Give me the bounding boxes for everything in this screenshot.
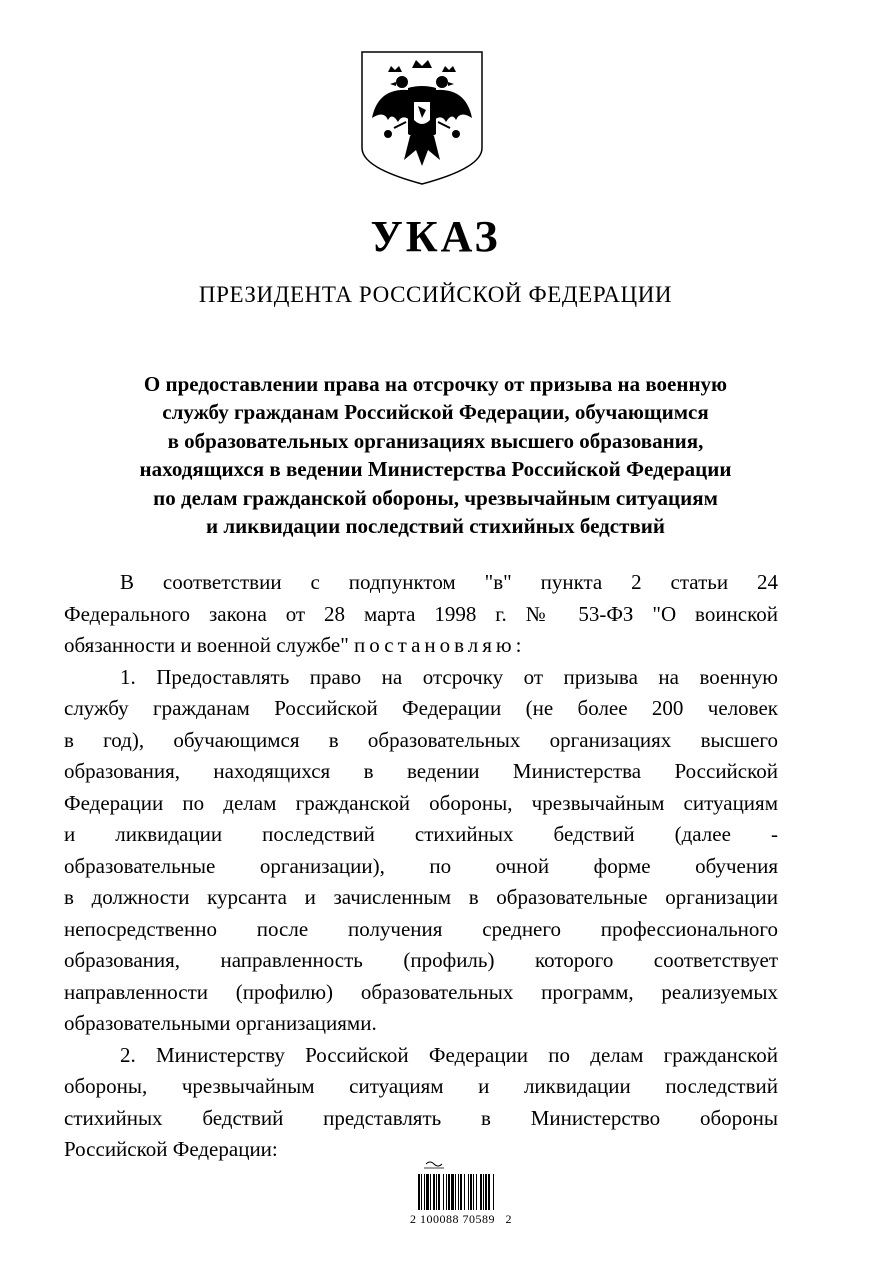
barcode-bar [485,1174,487,1210]
barcode-icon [412,1160,562,1212]
heading-line: находящихся в ведении Министерства Российской Федерации [139,457,732,482]
decree-heading [60,370,811,540]
paragraph-1-line: образования, находящихся в ведении Министерства Российской [64,759,778,783]
paragraph-1-line: образования, направленность (профиль) которого соответствует [64,948,778,972]
barcode-bar [421,1174,422,1210]
paragraph-1-line: в год), обучающимся в образовательных организациях высшего [64,727,778,752]
barcode-bar [470,1174,472,1210]
heading-line: службу гражданам Российской Федерации, обучающимся [162,400,709,425]
barcode-bar [426,1174,429,1210]
barcode-bar [480,1174,482,1210]
coat-of-arms-icon [358,48,486,188]
preamble-line: В соответствии с подпунктом "в" пункта 2 статьи 24 [120,570,778,594]
barcode-bar [430,1174,431,1210]
preamble-line: Федерального закона от 28 марта 1998 г. № 53-ФЗ "О воинской [64,601,778,626]
barcode-bar [488,1174,490,1210]
paragraph-2-line: обороны, чрезвычайным ситуациям и ликвидации последствий [64,1074,778,1098]
heading-line: О предоставлении права на отсрочку от призыва на военную [143,372,728,396]
paragraph-2-line: Российской Федерации: [64,1137,278,1161]
barcode-bar [436,1174,437,1210]
paragraph-2-line: стихийных бедствий представлять в Министерство обороны [64,1105,778,1130]
heading-line: и ликвидации последствий стихийных бедствий [206,514,665,539]
barcode-bar [464,1174,465,1210]
document-subtitle: ПРЕЗИДЕНТА РОССИЙСКОЙ ФЕДЕРАЦИИ [198,282,673,307]
paragraph-2-line: 2. Министерству Российской Федерации по делам гражданской [120,1042,778,1067]
barcode-bar [458,1174,459,1210]
paragraph-1-line: непосредственно после получения среднего профессионального [64,916,778,941]
heading-line: по делам гражданской обороны, чрезвычайным ситуациям [153,485,718,510]
barcode-bar [448,1174,450,1210]
barcode-bar [476,1174,477,1210]
barcode-bar [438,1174,440,1210]
barcode-bar [473,1174,474,1210]
barcode-bar [451,1174,454,1210]
paragraph-1-line: и ликвидации последствий стихийных бедствий (далее - [64,822,778,846]
barcode-bar [443,1174,444,1210]
paragraph-1-line: службу гражданам Российской Федерации (не более 200 человек [64,696,778,720]
state-emblem [358,48,486,188]
paragraph-1-line: 1. Предоставлять право на отсрочку от призыва на военную [120,664,778,689]
paragraph-1-line: Федерации по делам гражданской обороны, чрезвычайным ситуациям [64,790,778,815]
paragraph-1-line: в должности курсанта и зачисленным в образовательные организации [64,885,778,909]
paragraph-1-line: образовательные организации), по очной форме обучения [64,853,778,878]
barcode-bar [418,1174,420,1210]
barcode-bar [493,1174,494,1210]
resolve-word: постановляю: [354,633,526,657]
barcode-bar [468,1174,469,1210]
barcode-bar [455,1174,456,1210]
barcode-bar [483,1174,484,1210]
barcode-bar [446,1174,447,1210]
barcode-number: 2 100088 70589 2 [410,1212,512,1226]
barcode-bar [433,1174,435,1210]
heading-line: в образовательных организациях высшего образования, [167,428,704,453]
preamble-last-line [64,630,778,662]
barcode-bar [460,1174,462,1210]
document-title: УКАЗ [370,212,501,261]
paragraph-1-line: направленности (профилю) образовательных программ, реализуемых [64,979,778,1004]
decree-body [64,567,778,1166]
paragraph-1-line: образовательными организациями. [64,1011,377,1035]
preamble-line: обязанности и военной службе" [64,633,349,657]
barcode-bar [424,1174,425,1210]
